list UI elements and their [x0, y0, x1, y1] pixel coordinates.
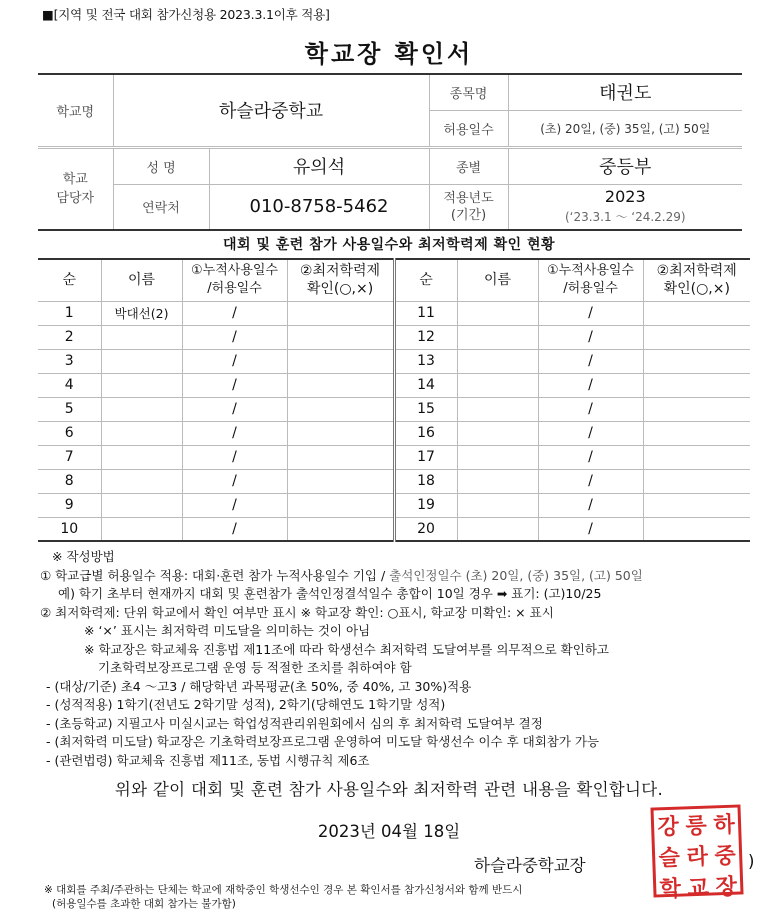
seal-char: 중	[714, 842, 737, 870]
row-name	[101, 325, 182, 349]
table-row	[38, 445, 750, 469]
section-title: 대회 및 훈련 참가 사용일수와 최저학력제 확인 현황	[222, 237, 556, 253]
row-name-right	[457, 421, 538, 445]
header-no-right: 순	[394, 259, 457, 301]
row-days: /	[182, 397, 287, 421]
row-min-check-right	[643, 517, 750, 541]
footer-line-2: (허용일수를 초과한 대회 참가는 불가함)	[52, 898, 236, 910]
row-no: 5	[38, 397, 101, 421]
row-min-check	[287, 397, 394, 421]
staff-label-line2: 담당자	[56, 190, 95, 206]
header-note: ■[지역 및 전국 대회 참가신청용 2023.3.1이후 적용]	[42, 7, 330, 22]
note-2-b: ※ 학교장은 학교체육 진흥법 제11조에 따라 학생선수 최저학력 도달여부를 의무적으로 확인하고	[84, 641, 609, 657]
seal-char: 강	[657, 813, 680, 841]
seal-char: 교	[687, 874, 710, 902]
row-days-right: /	[538, 517, 643, 541]
row-days-right: /	[538, 349, 643, 373]
row-days: /	[182, 325, 287, 349]
row-min-check-right	[643, 397, 750, 421]
row-no-right: 13	[394, 349, 457, 373]
row-days: /	[182, 469, 287, 493]
row-name-right	[457, 517, 538, 541]
name-label: 성 명	[113, 148, 209, 184]
row-min-check	[287, 301, 394, 325]
type-value: 중등부	[508, 148, 742, 184]
row-min-check	[287, 493, 394, 517]
status-table-header	[38, 259, 750, 301]
row-name-right	[457, 445, 538, 469]
row-no: 4	[38, 373, 101, 397]
row-days: /	[182, 373, 287, 397]
row-name-right	[457, 373, 538, 397]
row-min-check	[287, 349, 394, 373]
row-min-check-right	[643, 373, 750, 397]
row-name-right	[457, 397, 538, 421]
row-name	[101, 373, 182, 397]
signature-paren: )	[748, 852, 755, 871]
type-label: 종별	[429, 148, 508, 184]
seal-char: 슬	[658, 844, 681, 872]
row-name-right	[457, 349, 538, 373]
row-no: 9	[38, 493, 101, 517]
row-days-right: /	[538, 445, 643, 469]
detail-2: - (성적적용) 1학기(전년도 2학기말 성적), 2학기(당해연도 1학기말 성적)	[46, 697, 446, 712]
row-days: /	[182, 517, 287, 541]
row-min-check-right	[643, 301, 750, 325]
table-row	[38, 349, 750, 373]
footer-note	[44, 883, 744, 911]
row-min-check	[287, 373, 394, 397]
row-min-check-right	[643, 349, 750, 373]
row-min-check	[287, 517, 394, 541]
school-value: 하슬라중학교	[113, 74, 429, 146]
name-value: 유의석	[209, 148, 429, 184]
table-row	[38, 421, 750, 445]
row-days-right: /	[538, 397, 643, 421]
year-period: (‘23.3.1 ～ ‘24.2.29)	[564, 209, 686, 224]
row-no: 3	[38, 349, 101, 373]
principal-signature: 하슬라중학교장	[474, 856, 586, 875]
row-days-right: /	[538, 301, 643, 325]
row-min-check-right	[643, 445, 750, 469]
row-no: 1	[38, 301, 101, 325]
row-min-check	[287, 445, 394, 469]
row-days: /	[182, 493, 287, 517]
row-days-right: /	[538, 493, 643, 517]
contact-label: 연락처	[113, 184, 209, 230]
row-days: /	[182, 445, 287, 469]
row-min-check-right	[643, 493, 750, 517]
row-days-right: /	[538, 469, 643, 493]
header-name-right: 이름	[457, 259, 538, 301]
note-1-highlight: 출석인정일수 (초) 20일, (중) 35일, (고) 50일	[389, 567, 643, 583]
row-min-check-right	[643, 325, 750, 349]
confirm-date: 2023년 04월 18일	[317, 822, 461, 841]
contact-value: 010-8758-5462	[209, 184, 429, 230]
info-table	[38, 73, 742, 231]
row-no: 6	[38, 421, 101, 445]
year-label-line1: 적용년도	[443, 190, 494, 206]
sport-value: 태권도	[508, 74, 742, 110]
seal-char: 하	[713, 811, 736, 839]
note-2: ② 최저학력제: 단위 학교에서 확인 여부만 표시 ※ 학교장 확인: ○표시, 학교장 미확인: × 표시	[40, 604, 554, 620]
row-no-right: 16	[394, 421, 457, 445]
table-row	[38, 493, 750, 517]
note-1: ① 학교급별 허용일수 적용: 대회·훈련 참가 누적사용일수 기입 / 출석인정일수 (초) 20일, (중) 35일, (고) 50일	[40, 567, 643, 583]
seal-char: 장	[715, 873, 738, 901]
row-no-right: 12	[394, 325, 457, 349]
sport-label: 종목명	[429, 74, 508, 110]
status-table	[38, 258, 750, 542]
row-days: /	[182, 421, 287, 445]
header-name: 이름	[101, 259, 182, 301]
row-name-right	[457, 469, 538, 493]
seal-char: 릉	[685, 812, 708, 840]
row-min-check	[287, 325, 394, 349]
row-name	[101, 493, 182, 517]
row-no-right: 18	[394, 469, 457, 493]
row-min-check	[287, 469, 394, 493]
seal-char: 학	[659, 875, 682, 903]
year-label	[429, 184, 508, 230]
allowed-days-value: (초) 20일, (중) 35일, (고) 50일	[508, 110, 742, 146]
row-min-check-right	[643, 421, 750, 445]
instructions	[40, 548, 750, 770]
row-no-right: 19	[394, 493, 457, 517]
header-days: ①누적사용일수 /허용일수	[182, 259, 287, 301]
row-no: 10	[38, 517, 101, 541]
row-name	[101, 517, 182, 541]
year-value: 2023	[604, 186, 646, 206]
row-min-check	[287, 421, 394, 445]
header-min: ②최저학력제 확인(○,×)	[287, 259, 394, 301]
header-min-right: ②최저학력제 확인(○,×)	[643, 259, 750, 301]
notes-heading: ※ 작성방법	[52, 549, 115, 564]
row-no: 7	[38, 445, 101, 469]
row-name	[101, 445, 182, 469]
table-row	[38, 469, 750, 493]
table-row	[38, 397, 750, 421]
row-days: /	[182, 301, 287, 325]
detail-4: - (최저학력 미도달) 학교장은 기초학력보장프로그램 운영하여 미도달 학생선수 이수 후 대회참가 가능	[46, 734, 600, 749]
row-days-right: /	[538, 421, 643, 445]
staff-label	[38, 148, 113, 230]
row-no-right: 11	[394, 301, 457, 325]
year-label-line2: (기간)	[450, 207, 487, 223]
school-label: 학교명	[38, 74, 113, 146]
footer-line-1: ※ 대회를 주최/주관하는 단체는 학교에 재학중인 학생선수인 경우 본 확인서를 참가신청서와 함께 반드시	[44, 884, 523, 896]
header-days-right: ①누적사용일수 /허용일수	[538, 259, 643, 301]
row-name-right	[457, 493, 538, 517]
confirm-statement: 위와 같이 대회 및 훈련 참가 사용일수와 최저학력 관련 내용을 확인합니다.	[114, 780, 664, 799]
staff-label-line1: 학교	[62, 171, 88, 187]
row-name	[101, 349, 182, 373]
row-days: /	[182, 349, 287, 373]
year-value-cell	[508, 184, 742, 230]
detail-5: - (관련법령) 학교체육 진흥법 제11조, 동법 시행규칙 제6조	[46, 752, 370, 768]
row-name	[101, 421, 182, 445]
row-name	[101, 397, 182, 421]
allowed-days-label: 허용일수	[429, 110, 508, 146]
header-no: 순	[38, 259, 101, 301]
document-title: 학교장 확인서	[304, 40, 474, 68]
table-row	[38, 373, 750, 397]
row-name-right	[457, 325, 538, 349]
detail-1: - (대상/기준) 초4 ～고3 / 해당학년 과목평균(초 50%, 중 40%, 고 30%)적용	[46, 678, 472, 694]
row-no-right: 20	[394, 517, 457, 541]
row-no: 8	[38, 469, 101, 493]
row-min-check-right	[643, 469, 750, 493]
note-2-c: 기초학력보장프로그램 운영 등 적절한 조치를 취하여야 함	[98, 660, 412, 675]
row-no: 2	[38, 325, 101, 349]
row-name-right	[457, 301, 538, 325]
row-name	[101, 469, 182, 493]
table-row	[38, 301, 750, 325]
note-2-a: ※ ‘×’ 표시는 최저학력 미도달을 의미하는 것이 아님	[84, 623, 371, 638]
row-days-right: /	[538, 325, 643, 349]
row-no-right: 14	[394, 373, 457, 397]
seal-char: 라	[686, 843, 709, 871]
table-row	[38, 325, 750, 349]
row-name: 박대선(2)	[101, 301, 182, 325]
row-no-right: 15	[394, 397, 457, 421]
row-days-right: /	[538, 373, 643, 397]
table-row	[38, 517, 750, 541]
note-1-example: 예) 학기 초부터 현재까지 대회 및 훈련참가 출석인정결석일수 총합이 10일 경우 ➡ 표기: (고)10/25	[58, 586, 602, 601]
detail-3: - (초등학교) 지필고사 미실시교는 학업성적관리위원회에서 심의 후 최저학력 도달여부 결정	[46, 715, 543, 731]
row-no-right: 17	[394, 445, 457, 469]
